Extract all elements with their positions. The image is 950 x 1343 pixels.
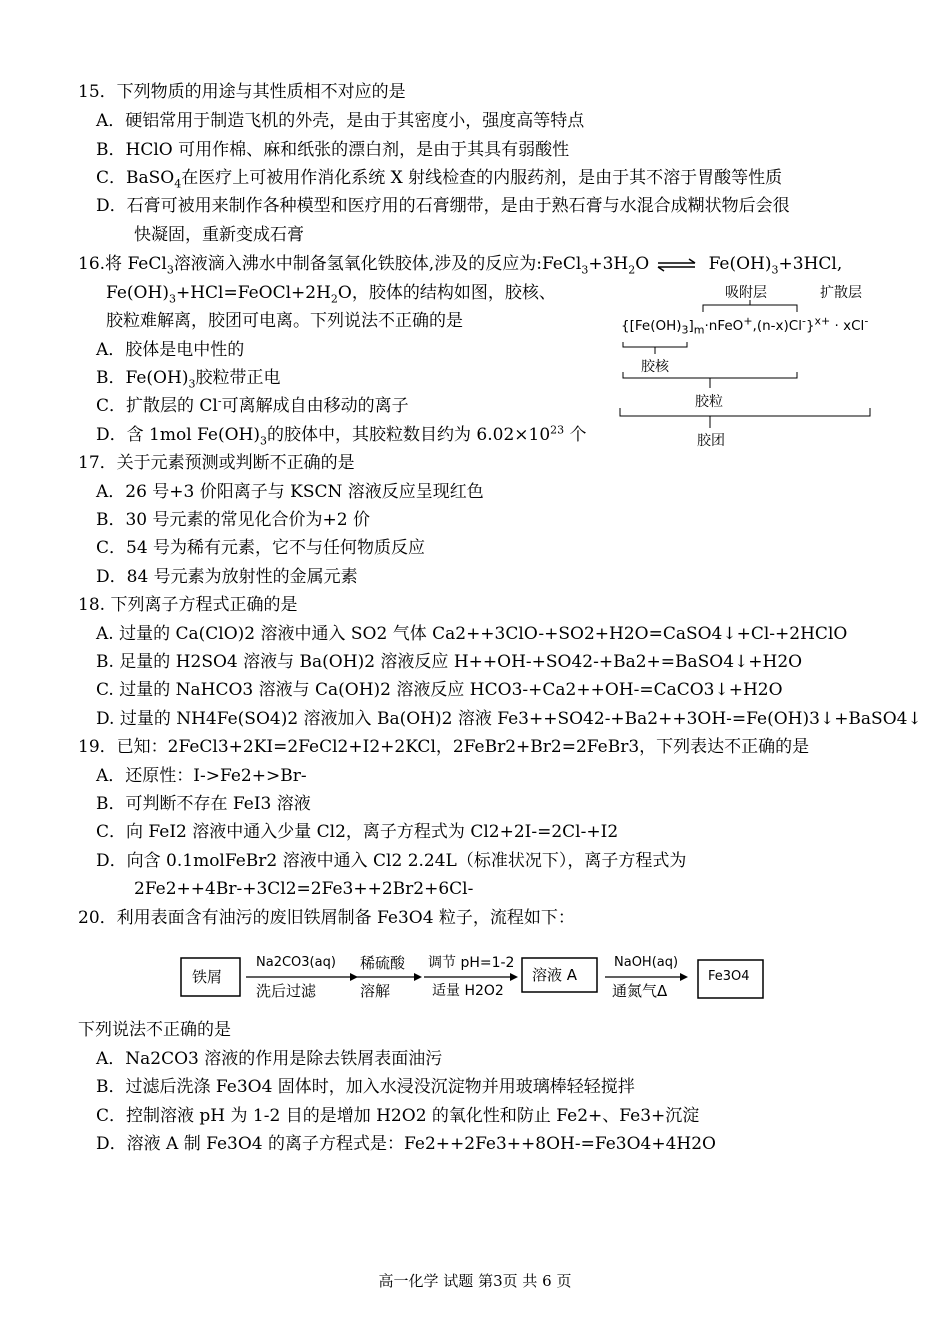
q19-option-b: B．可判断不存在 FeI3 溶液 — [96, 794, 311, 814]
flow-step1-reagent: Na2CO3(aq) — [256, 955, 336, 970]
micelle-formula: $\{[Fe(OH)_3]_m\cdot nFeO^+,(n-x)Cl^-\}^{x+} \cdot xCl^-$ — [621, 314, 869, 337]
q18-option-b: B. 足量的 H2SO4 溶液与 Ba(OH)2 溶液反应 H++OH-+SO42-+Ba2+=BaSO4↓+H2O — [96, 652, 803, 672]
q15-stem: 15．下列物质的用途与其性质相不对应的是 — [78, 82, 406, 102]
q20-option-b: B．过滤后洗涤 Fe3O4 固体时，加入水浸没沉淀物并用玻璃棒轻轻搅拌 — [96, 1077, 635, 1097]
q19-option-c: C．向 FeI2 溶液中通入少量 Cl2，离子方程式为 Cl2+2I-=2Cl-+I2 — [96, 822, 619, 842]
flow-box-product: Fe3O4 — [708, 969, 750, 984]
process-flow-diagram — [180, 950, 770, 1005]
flow-step1-operation: 洗后过滤 — [256, 982, 317, 1000]
q20-option-c: C．控制溶液 pH 为 1-2 目的是增加 H2O2 的氧化性和防止 Fe2+、Fe3+沉淀 — [96, 1106, 700, 1126]
q19-option-d-cont: 2Fe2++4Br-+3Cl2=2Fe3++2Br2+6Cl- — [134, 879, 474, 899]
q20-stem: 20．利用表面含有油污的废旧铁屑制备 Fe3O4 粒子，流程如下： — [78, 908, 575, 928]
q18-option-a: A. 过量的 Ca(ClO)2 溶液中通入 SO2 气体 Ca2++3ClO-+SO2+H2O=CaSO4↓+Cl-+2HClO — [96, 624, 848, 644]
q16-stem: 16.将 FeCl$_3$溶液滴入沸水中制备氢氧化铁胶体,涉及的反应为$:FeCl_3+3H_2O$ $Fe(OH)_3+3HCl$, — [78, 254, 843, 277]
label-adsorption-layer: 吸附层 — [725, 285, 767, 301]
q17-option-c: C．54 号为稀有元素，它不与任何物质反应 — [96, 538, 426, 558]
q17-stem: 17．关于元素预测或判断不正确的是 — [78, 453, 355, 473]
q20-option-d: D．溶液 A 制 Fe3O4 的离子方程式是：Fe2++2Fe3++8OH-=Fe3O4+4H2O — [96, 1134, 716, 1154]
q15-option-c: C．BaSO$_4$在医疗上可被用作消化系统 X 射线检查的内服药剂，是由于其不溶于胃酸等性质 — [96, 168, 783, 191]
q20-lead: 下列说法不正确的是 — [78, 1020, 231, 1040]
q15-option-d: D．石膏可被用来制作各种模型和医疗用的石膏绷带，是由于熟石膏与水混合成糊状物后会很 — [96, 196, 790, 216]
q16-option-a: A．胶体是电中性的 — [96, 340, 245, 360]
q18-option-d: D. 过量的 NH4Fe(SO4)2 溶液加入 Ba(OH)2 溶液 Fe3++SO42-+Ba2++3OH-=Fe(OH)3↓+BaSO4↓ — [96, 709, 922, 729]
q18-stem: 18. 下列离子方程式正确的是 — [78, 595, 298, 615]
colloid-structure-diagram — [615, 280, 885, 455]
flow-step4-condition: 通氮气Δ — [612, 982, 668, 1000]
flow-step3-reagent: 适量 H2O2 — [432, 983, 504, 999]
flow-step2-operation: 溶解 — [360, 982, 391, 1000]
label-particle: 胶粒 — [695, 394, 723, 410]
q17-option-b: B．30 号元素的常见化合价为+2 价 — [96, 510, 370, 530]
q16-stem-line3: 胶粒难解离，胶团可电离。下列说法不正确的是 — [106, 311, 463, 331]
label-micelle: 胶团 — [697, 433, 725, 449]
flow-box-iron-scrap: 铁屑 — [192, 968, 223, 986]
q15-option-b: B．HClO 可用作棉、麻和纸张的漂白剂，是由于其具有弱酸性 — [96, 140, 570, 160]
flow-step3-condition: 调节 pH=1-2 — [428, 955, 515, 971]
equilibrium-arrow-icon — [657, 258, 697, 272]
q15-option-a: A．硬铝常用于制造飞机的外壳，是由于其密度小，强度高等特点 — [96, 111, 585, 131]
flow-box-solution-a: 溶液 A — [532, 966, 578, 984]
flow-step2-reagent: 稀硫酸 — [360, 954, 406, 972]
q17-option-a: A．26 号+3 价阳离子与 KSCN 溶液反应呈现红色 — [96, 482, 484, 502]
q20-option-a: A．Na2CO3 溶液的作用是除去铁屑表面油污 — [96, 1049, 443, 1069]
label-core: 胶核 — [641, 359, 669, 375]
q15-option-d-cont: 快凝固，重新变成石膏 — [134, 225, 304, 245]
q19-option-a: A．还原性：I->Fe2+>Br- — [96, 766, 307, 786]
q16-option-c: C．扩散层的 Cl-可离解成自由移动的离子 — [96, 394, 409, 416]
q18-option-c: C. 过量的 NaHCO3 溶液与 Ca(OH)2 溶液反应 HCO3-+Ca2++OH-=CaCO3↓+H2O — [96, 680, 783, 700]
label-diffusion-layer: 扩散层 — [820, 285, 862, 301]
q19-stem: 19．已知：2FeCl3+2KI=2FeCl2+I2+2KCl，2FeBr2+Br2=2FeBr3，下列表达不正确的是 — [78, 737, 810, 757]
q16-stem-line2: $Fe(OH)_3+HCl=FeOCl+2H_2O$，胶体的结构如图，胶核、 — [106, 283, 556, 306]
q19-option-d: D．向含 0.1molFeBr2 溶液中通入 Cl2 2.24L（标准状况下），离子方程式为 — [96, 851, 687, 871]
page-footer: 高一化学 试题 第3页 共 6 页 — [378, 1272, 572, 1290]
q16-option-d: D．含 1mol $Fe(OH)_3$的胶体中，其胶粒数目约为 $6.02\times 10^{23}$ 个 — [96, 423, 587, 448]
q16-option-b: B．$Fe(OH)_3$胶粒带正电 — [96, 368, 281, 391]
q17-option-d: D．84 号元素为放射性的金属元素 — [96, 567, 358, 587]
flow-step4-reagent: NaOH(aq) — [614, 955, 679, 970]
